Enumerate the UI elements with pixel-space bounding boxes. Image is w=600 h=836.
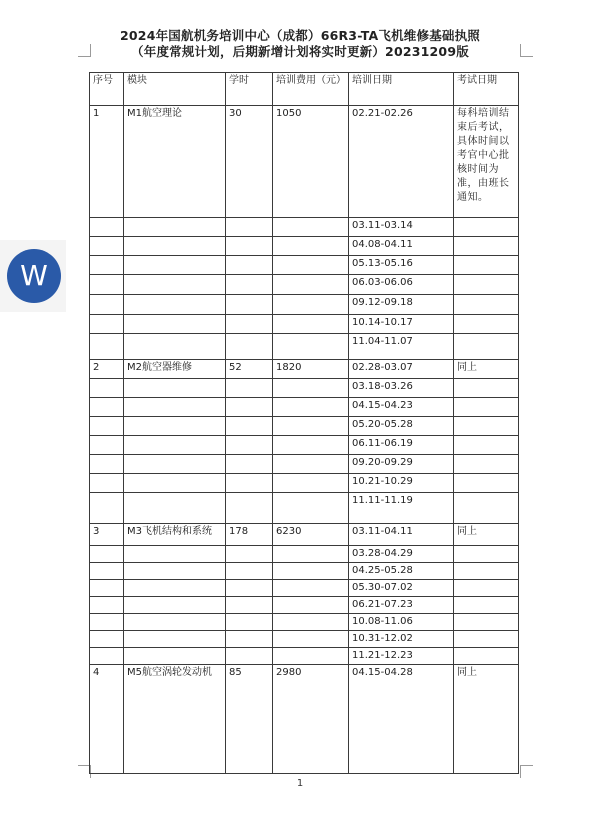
cell-hours: [226, 546, 273, 563]
cell-hours: [226, 631, 273, 648]
cell-hours: [226, 315, 273, 334]
cell-no: [90, 436, 124, 455]
cell-training-date: 04.15-04.23: [349, 398, 454, 417]
cell-module: [124, 563, 226, 580]
cell-training-date: 11.21-12.23: [349, 648, 454, 665]
table-row: [90, 455, 519, 474]
table-row: [90, 474, 519, 493]
cell-hours: 178: [226, 524, 273, 546]
cell-module: [124, 275, 226, 295]
cell-hours: [226, 256, 273, 275]
cell-module: [124, 379, 226, 398]
cell-module: [124, 436, 226, 455]
title-line-2: （年度常规计划，后期新增计划将实时更新）20231209版: [131, 44, 469, 59]
cell-fee: [273, 474, 349, 493]
cell-fee: [273, 436, 349, 455]
table-row: [90, 360, 519, 379]
cell-module: [124, 237, 226, 256]
cell-fee: 1820: [273, 360, 349, 379]
margin-corner-mark: [78, 44, 91, 57]
table-row: [90, 597, 519, 614]
cell-no: 1: [90, 106, 124, 218]
table-row: [90, 563, 519, 580]
cell-no: [90, 256, 124, 275]
cell-training-date: 03.11-03.14: [349, 218, 454, 237]
cell-no: [90, 275, 124, 295]
margin-corner-mark: [520, 44, 533, 57]
document-title: [100, 28, 500, 60]
cell-exam-date: 同上: [454, 665, 519, 774]
cell-exam-date: 每科培训结束后考试，具体时间以考官中心批核时间为准，由班长通知。: [454, 106, 519, 218]
title-line-1: 2024年国航机务培训中心（成都）66R3-TA飞机维修基础执照: [120, 28, 480, 43]
table-row: [90, 524, 519, 546]
table-row: [90, 665, 519, 774]
table-row: [90, 315, 519, 334]
cell-fee: 6230: [273, 524, 349, 546]
cell-hours: [226, 295, 273, 315]
cell-exam-date: [454, 631, 519, 648]
cell-hours: [226, 614, 273, 631]
cell-training-date: 05.13-05.16: [349, 256, 454, 275]
cell-hours: [226, 648, 273, 665]
header-training-date: 培训日期: [349, 73, 454, 106]
cell-no: [90, 493, 124, 524]
cell-training-date: 04.25-05.28: [349, 563, 454, 580]
cell-hours: 30: [226, 106, 273, 218]
wps-writer-icon[interactable]: W: [7, 249, 61, 303]
cell-hours: [226, 436, 273, 455]
cell-module: [124, 218, 226, 237]
cell-exam-date: [454, 218, 519, 237]
cell-fee: [273, 237, 349, 256]
cell-module: M3飞机结构和系统: [124, 524, 226, 546]
cell-exam-date: [454, 563, 519, 580]
cell-training-date: 10.14-10.17: [349, 315, 454, 334]
cell-fee: [273, 614, 349, 631]
cell-fee: 2980: [273, 665, 349, 774]
header-fee: 培训费用（元）: [273, 73, 349, 106]
cell-fee: [273, 334, 349, 360]
cell-hours: [226, 334, 273, 360]
table-row: [90, 631, 519, 648]
header-exam-date: 考试日期: [454, 73, 519, 106]
table-row: [90, 218, 519, 237]
table-row: [90, 546, 519, 563]
cell-no: 3: [90, 524, 124, 546]
cell-no: [90, 597, 124, 614]
cell-no: [90, 563, 124, 580]
cell-module: [124, 455, 226, 474]
cell-training-date: 04.08-04.11: [349, 237, 454, 256]
cell-no: [90, 295, 124, 315]
cell-hours: [226, 455, 273, 474]
cell-module: [124, 631, 226, 648]
cell-training-date: 02.28-03.07: [349, 360, 454, 379]
cell-hours: [226, 563, 273, 580]
table-row: [90, 275, 519, 295]
cell-module: [124, 256, 226, 275]
table-row: [90, 106, 519, 218]
cell-module: [124, 334, 226, 360]
cell-exam-date: [454, 379, 519, 398]
cell-training-date: 10.21-10.29: [349, 474, 454, 493]
cell-fee: [273, 417, 349, 436]
table-row: [90, 436, 519, 455]
cell-exam-date: [454, 493, 519, 524]
cell-fee: 1050: [273, 106, 349, 218]
cell-no: [90, 455, 124, 474]
cell-exam-date: [454, 295, 519, 315]
cell-no: [90, 218, 124, 237]
table-row: [90, 417, 519, 436]
table-row: [90, 580, 519, 597]
cell-hours: [226, 417, 273, 436]
cell-training-date: 02.21-02.26: [349, 106, 454, 218]
cell-hours: [226, 580, 273, 597]
cell-training-date: 10.08-11.06: [349, 614, 454, 631]
cell-no: [90, 614, 124, 631]
table-row: [90, 334, 519, 360]
cell-fee: [273, 580, 349, 597]
cell-module: [124, 546, 226, 563]
cell-hours: [226, 493, 273, 524]
cell-no: [90, 546, 124, 563]
cell-module: [124, 474, 226, 493]
cell-training-date: 06.03-06.06: [349, 275, 454, 295]
cell-fee: [273, 379, 349, 398]
cell-no: [90, 417, 124, 436]
cell-fee: [273, 546, 349, 563]
table-row: [90, 379, 519, 398]
cell-hours: [226, 218, 273, 237]
table-row: [90, 295, 519, 315]
cell-exam-date: 同上: [454, 524, 519, 546]
table-row: [90, 237, 519, 256]
cell-fee: [273, 275, 349, 295]
cell-training-date: 05.30-07.02: [349, 580, 454, 597]
cell-training-date: 10.31-12.02: [349, 631, 454, 648]
table-row: [90, 256, 519, 275]
cell-fee: [273, 218, 349, 237]
cell-module: [124, 597, 226, 614]
cell-no: [90, 648, 124, 665]
cell-module: M5航空涡轮发动机: [124, 665, 226, 774]
table-row: [90, 648, 519, 665]
cell-training-date: 09.20-09.29: [349, 455, 454, 474]
cell-exam-date: [454, 275, 519, 295]
header-module: 模块: [124, 73, 226, 106]
cell-exam-date: [454, 580, 519, 597]
margin-corner-mark: [520, 765, 533, 778]
cell-no: [90, 631, 124, 648]
header-hours: 学时: [226, 73, 273, 106]
cell-exam-date: [454, 417, 519, 436]
page-number: 1: [296, 778, 304, 789]
cell-fee: [273, 648, 349, 665]
training-schedule-table: [89, 72, 519, 774]
cell-no: [90, 334, 124, 360]
cell-exam-date: [454, 315, 519, 334]
cell-fee: [273, 295, 349, 315]
cell-hours: [226, 379, 273, 398]
cell-exam-date: [454, 237, 519, 256]
cell-fee: [273, 597, 349, 614]
cell-hours: 85: [226, 665, 273, 774]
cell-module: [124, 417, 226, 436]
cell-hours: [226, 275, 273, 295]
cell-training-date: 04.15-04.28: [349, 665, 454, 774]
cell-training-date: 11.04-11.07: [349, 334, 454, 360]
cell-fee: [273, 493, 349, 524]
table-row: [90, 614, 519, 631]
cell-training-date: 09.12-09.18: [349, 295, 454, 315]
cell-exam-date: [454, 474, 519, 493]
cell-exam-date: [454, 455, 519, 474]
cell-module: [124, 648, 226, 665]
cell-no: [90, 398, 124, 417]
cell-module: M1航空理论: [124, 106, 226, 218]
cell-fee: [273, 455, 349, 474]
cell-training-date: 05.20-05.28: [349, 417, 454, 436]
header-no: 序号: [90, 73, 124, 106]
cell-module: [124, 398, 226, 417]
cell-exam-date: [454, 436, 519, 455]
cell-no: 2: [90, 360, 124, 379]
cell-module: [124, 580, 226, 597]
cell-hours: [226, 398, 273, 417]
cell-module: [124, 295, 226, 315]
cell-fee: [273, 563, 349, 580]
cell-training-date: 11.11-11.19: [349, 493, 454, 524]
cell-no: [90, 237, 124, 256]
cell-exam-date: [454, 546, 519, 563]
cell-exam-date: [454, 614, 519, 631]
cell-exam-date: 同上: [454, 360, 519, 379]
cell-training-date: 06.21-07.23: [349, 597, 454, 614]
cell-fee: [273, 315, 349, 334]
cell-module: [124, 493, 226, 524]
table-row: [90, 398, 519, 417]
cell-fee: [273, 256, 349, 275]
cell-hours: [226, 597, 273, 614]
cell-fee: [273, 631, 349, 648]
cell-no: [90, 379, 124, 398]
cell-exam-date: [454, 334, 519, 360]
cell-no: [90, 315, 124, 334]
cell-exam-date: [454, 398, 519, 417]
cell-exam-date: [454, 256, 519, 275]
cell-module: [124, 614, 226, 631]
cell-no: [90, 580, 124, 597]
cell-training-date: 06.11-06.19: [349, 436, 454, 455]
cell-training-date: 03.11-04.11: [349, 524, 454, 546]
cell-module: M2航空器维修: [124, 360, 226, 379]
cell-training-date: 03.18-03.26: [349, 379, 454, 398]
table-row: [90, 493, 519, 524]
cell-module: [124, 315, 226, 334]
cell-exam-date: [454, 648, 519, 665]
cell-training-date: 03.28-04.29: [349, 546, 454, 563]
cell-fee: [273, 398, 349, 417]
cell-hours: 52: [226, 360, 273, 379]
cell-exam-date: [454, 597, 519, 614]
table-header-row: [90, 73, 519, 106]
cell-hours: [226, 237, 273, 256]
cell-no: 4: [90, 665, 124, 774]
cell-no: [90, 474, 124, 493]
cell-hours: [226, 474, 273, 493]
